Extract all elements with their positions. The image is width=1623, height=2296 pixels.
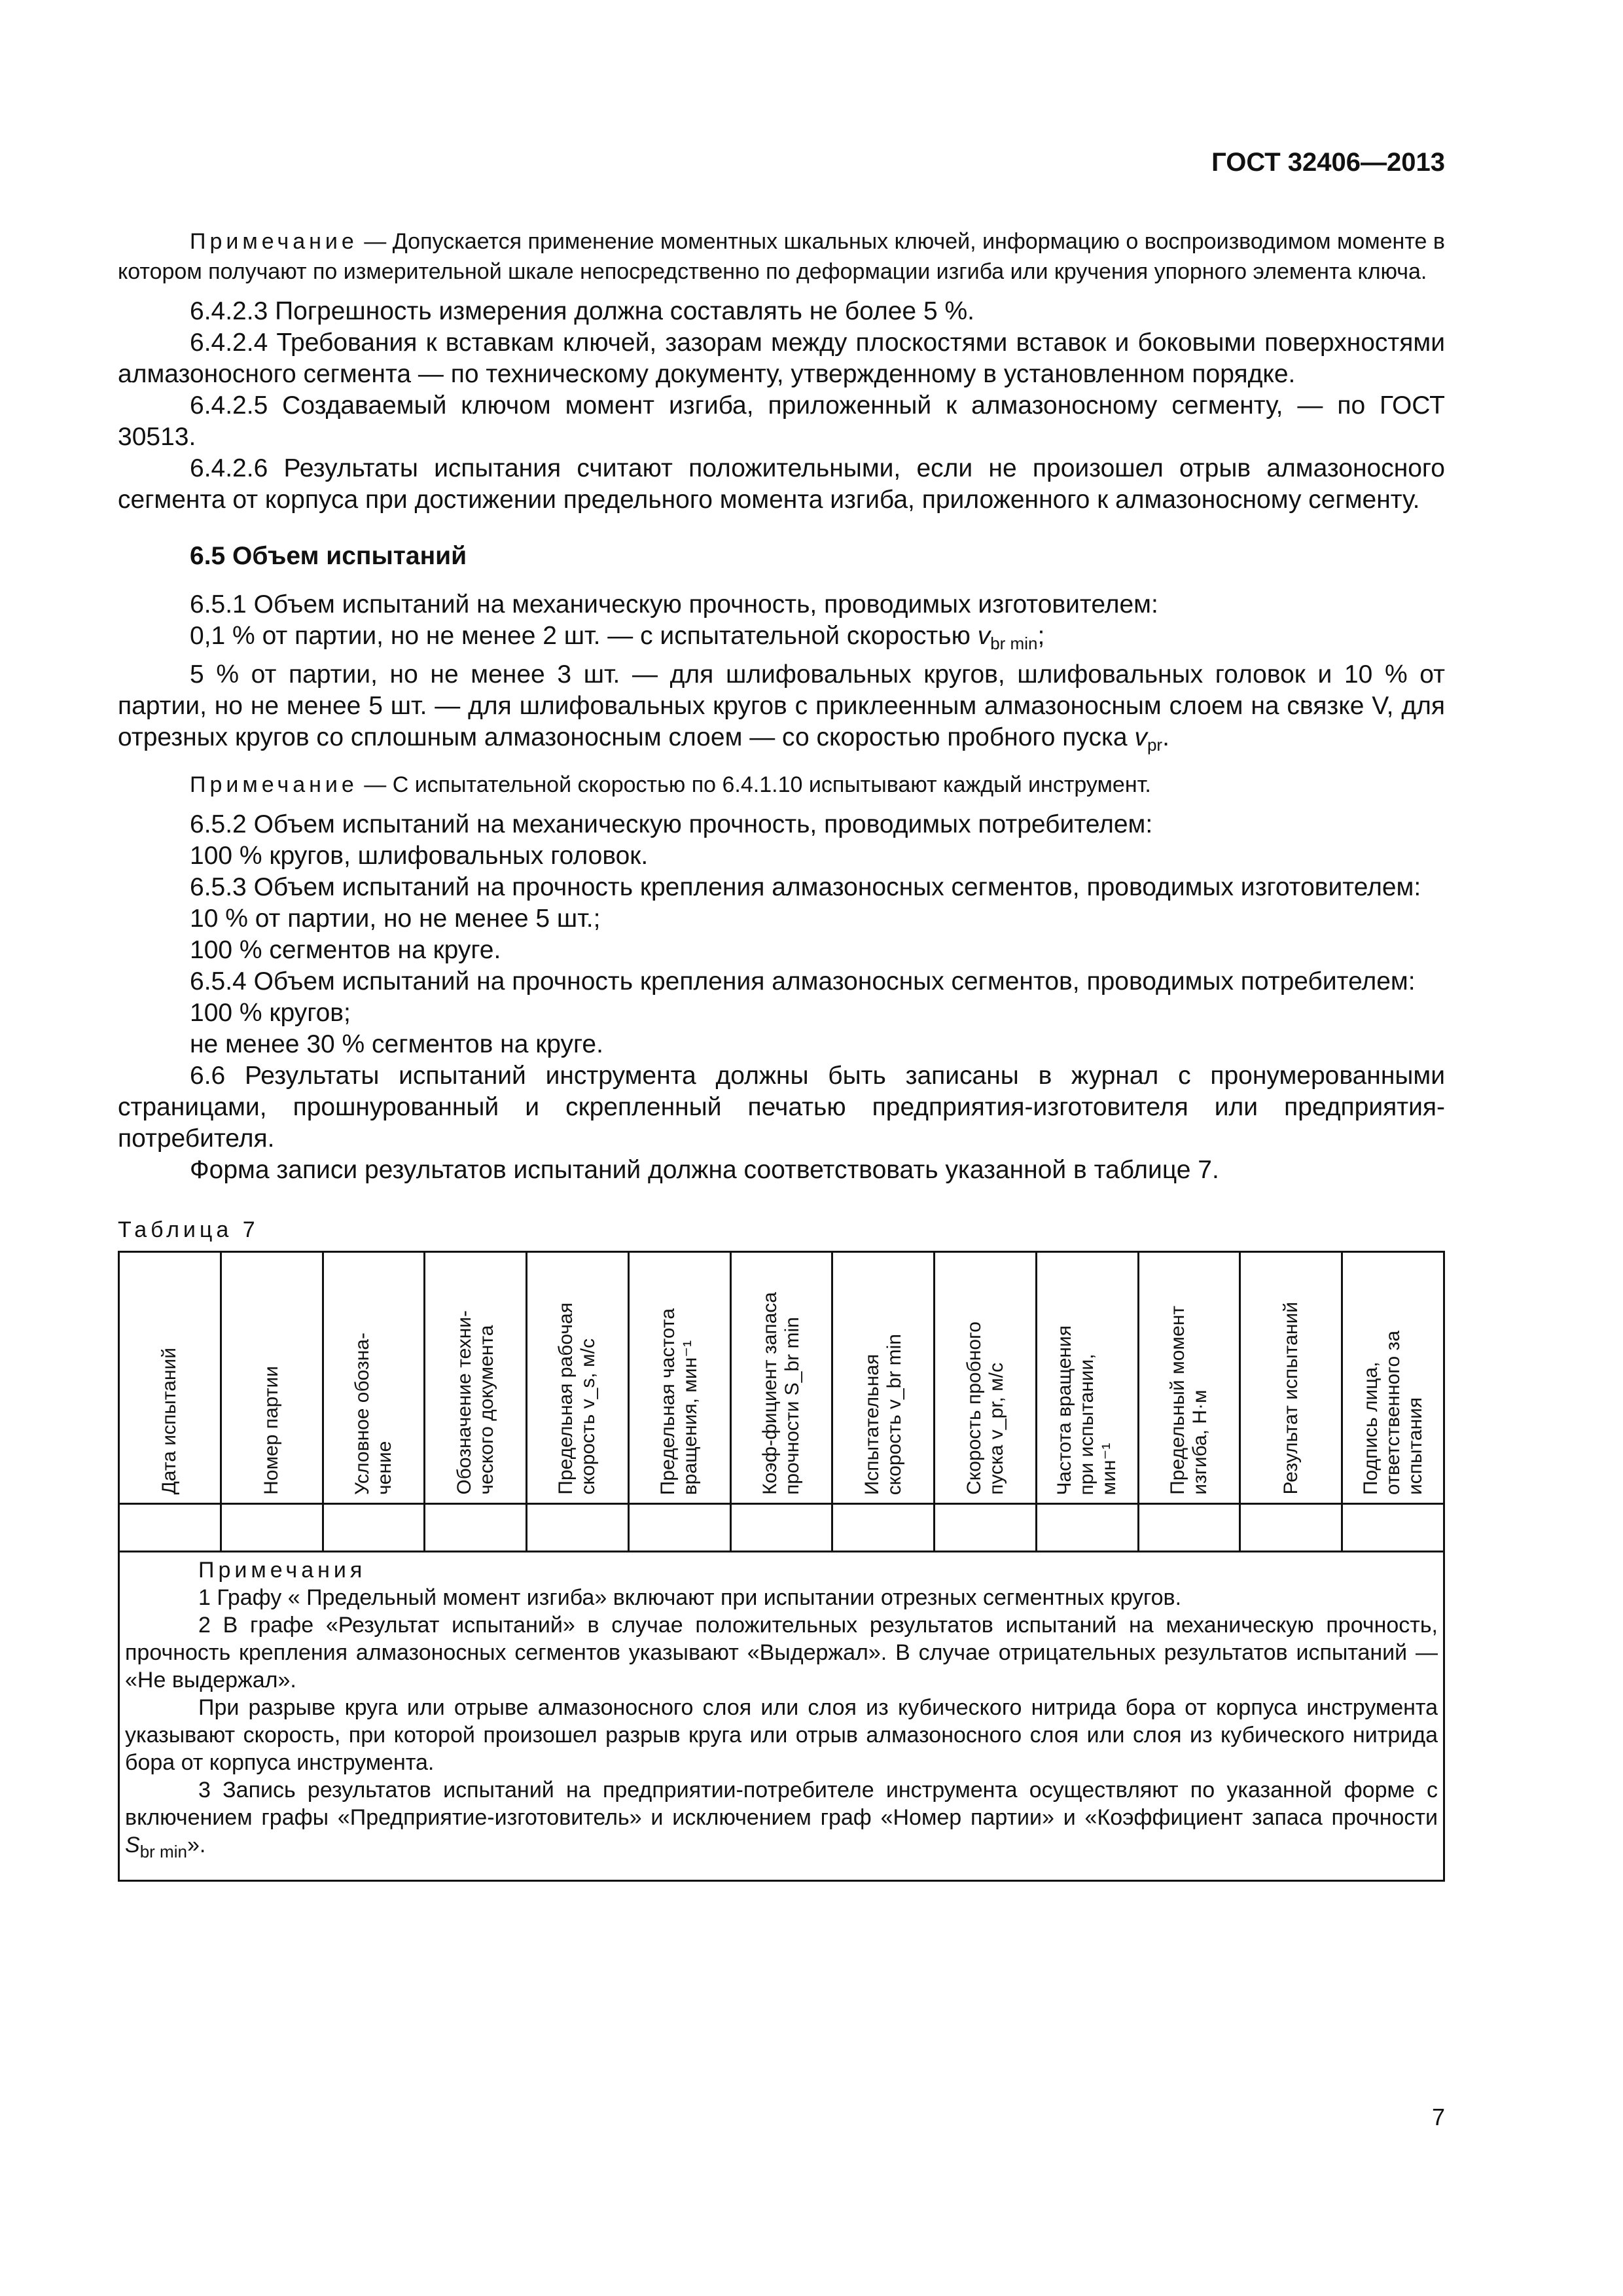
para-6-6: 6.6 Результаты испытаний инструмента должны быть записаны в журнал с пронумерованными страницами, прошнурованный и скрепленный печатью предприятия-изготовителя или предприятия-потребителя. <box>118 1062 1445 1153</box>
table-note-3 <box>125 1776 1438 1865</box>
para-6-4-2-4: 6.4.2.4 Требования к вставкам ключей, зазорам между плоскостями вставок и боковыми поверхностями алмазоносного сегмента — по техническому документу, утвержденному в установленном порядке. <box>118 329 1445 388</box>
column-header-text: Обозначение техни- ческого документа <box>453 1310 497 1495</box>
table-note-2: 2 В графе «Результат испытаний» в случае положительных результатов испытаний на механическую прочность, прочность крепления алмазоносных сегментов указывают «Выдержал». В случае отрицательных результатов испытаний — «Не выдержал». <box>125 1613 1438 1693</box>
column-header-text: Частота вращения при испытании, мин⁻¹ <box>1054 1325 1120 1495</box>
table-note-3-end: ». <box>187 1833 206 1857</box>
para-6-5-2: 6.5.2 Объем испытаний на механическую прочность, проводимых потребителем: <box>190 810 1153 838</box>
page-number: 7 <box>1431 2104 1445 2130</box>
table-cell <box>628 1504 730 1552</box>
column-header <box>527 1252 629 1504</box>
column-header <box>628 1252 730 1504</box>
column-header <box>1036 1252 1138 1504</box>
column-header-text: Номер партии <box>260 1366 283 1495</box>
para-6-5-3-b: 100 % сегментов на круге. <box>190 936 501 964</box>
table-note-3-text: 3 Запись результатов испытаний на предприятии-потребителе инструмента осуществляют по указанной форме с включением графы «Предприятие-изготовитель» и исключением граф «Номер партии» и «Коэффициент запаса прочности <box>125 1778 1438 1830</box>
column-header-text: Предельная частота вращения, мин⁻¹ <box>657 1308 702 1495</box>
para-6-5-2-a: 100 % кругов, шлифовальных головок. <box>190 842 649 870</box>
para-6-5-4-a: 100 % кругов; <box>190 999 351 1027</box>
note-1-text: — Допускается применение моментных шкальных ключей, информацию о воспроизводимом моменте в котором получают по измерительной шкале непосредственно по деформации изгиба или кручения упорного элемента ключа. <box>118 229 1445 284</box>
para-6-5-3: 6.5.3 Объем испытаний на прочность крепления алмазоносных сегментов, проводимых изготовителем: <box>190 873 1421 901</box>
column-header <box>323 1252 425 1504</box>
section-heading-6-5: 6.5 Объем испытаний <box>190 542 467 570</box>
para-6-4-2-5: 6.4.2.5 Создаваемый ключом момент изгиба, приложенный к алмазоносному сегменту, — по ГОСТ 30513. <box>118 391 1445 451</box>
column-header <box>119 1252 221 1504</box>
column-header <box>1342 1252 1444 1504</box>
symbol-subscript: pr <box>1147 735 1163 755</box>
column-header <box>832 1252 935 1504</box>
symbol-v: v <box>977 622 991 650</box>
para-6-5-1-b <box>118 659 1445 761</box>
column-header <box>935 1252 1037 1504</box>
table-cell <box>1138 1504 1240 1552</box>
column-header-text: Подпись лица, ответственного за испытания <box>1359 1330 1426 1495</box>
symbol-s: S <box>125 1833 140 1857</box>
note-2 <box>118 770 1445 800</box>
column-header-text: Дата испытаний <box>158 1348 181 1495</box>
para-6-5-1-b-text: 5 % от партии, но не менее 3 шт. — для шлифовальных кругов, шлифовальных головок и 10 % от партии, но не менее 5 шт. — для шлифовальных кругов с приклеенным алмазоносным слоем на связке V, для отрезных кругов со сплошным алмазоносным слоем — со скоростью пробного пуска <box>118 660 1445 751</box>
column-header <box>730 1252 832 1504</box>
table-note-1: 1 Графу « Предельный момент изгиба» включают при испытании отрезных сегментных кругов. <box>198 1585 1182 1610</box>
symbol-v: v <box>1134 723 1147 751</box>
symbol-subscript: br min <box>990 634 1038 653</box>
para-6-5-4-b: не менее 30 % сегментов на круге. <box>190 1030 603 1058</box>
page-body <box>118 226 1445 1882</box>
para-6-5-1: 6.5.1 Объем испытаний на механическую прочность, проводимых изготовителем: <box>190 590 1158 619</box>
notes-title: Примечания <box>198 1558 366 1583</box>
table-cell <box>935 1504 1037 1552</box>
para-6-5-1-b-end: . <box>1162 723 1169 751</box>
table-row <box>119 1504 1444 1552</box>
column-header <box>425 1252 527 1504</box>
column-header-text: Предельный момент изгиба, Н·м <box>1167 1306 1211 1495</box>
table-cell <box>119 1504 221 1552</box>
column-header-text: Коэф-фициент запаса прочности S_br min <box>758 1292 803 1495</box>
column-header-text: Условное обозна- чение <box>351 1333 395 1495</box>
note-2-text: — С испытательной скоростью по 6.4.1.10 испытывают каждый инструмент. <box>357 772 1151 797</box>
column-header-text: Испытательная скорость v_br min <box>861 1333 905 1495</box>
table-cell <box>832 1504 935 1552</box>
para-6-5-4: 6.5.4 Объем испытаний на прочность крепления алмазоносных сегментов, проводимых потребителем: <box>190 967 1416 996</box>
table-cell <box>1240 1504 1342 1552</box>
table-cell <box>1342 1504 1444 1552</box>
para-6-5-1-a-text: 0,1 % от партии, но не менее 2 шт. — с испытательной скоростью <box>190 622 978 650</box>
column-header <box>221 1252 323 1504</box>
table-notes <box>119 1552 1444 1881</box>
para-6-6-a: Форма записи результатов испытаний должна соответствовать указанной в таблице 7. <box>190 1156 1219 1184</box>
symbol-subscript: br min <box>139 1842 187 1861</box>
column-header <box>1240 1252 1342 1504</box>
table-cell <box>323 1504 425 1552</box>
table-cell <box>221 1504 323 1552</box>
column-header <box>1138 1252 1240 1504</box>
table-note-2b: При разрыве круга или отрыве алмазоносного слоя или слоя из кубического нитрида бора от корпуса инструмента указывают скорость, при которой произошел разрыв круга или отрыв алмазоносного слоя или слоя из кубического нитрида бора от корпуса инструмента. <box>125 1695 1438 1775</box>
table-cell <box>1036 1504 1138 1552</box>
note-1-label: Примечание <box>190 229 358 254</box>
table-notes-row <box>119 1552 1444 1881</box>
para-6-5-1-a-end: ; <box>1037 622 1045 650</box>
results-table <box>118 1251 1445 1882</box>
note-1 <box>118 226 1445 287</box>
para-6-4-2-3: 6.4.2.3 Погрешность измерения должна составлять не более 5 %. <box>190 297 974 325</box>
document-id: ГОСТ 32406—2013 <box>1211 148 1445 177</box>
para-6-5-3-a: 10 % от партии, но не менее 5 шт.; <box>190 905 601 933</box>
table-cell <box>730 1504 832 1552</box>
column-header-text: Предельная рабочая скорость v_s, м/с <box>555 1302 599 1495</box>
table-cell <box>527 1504 629 1552</box>
table-caption: Таблица 7 <box>118 1217 259 1242</box>
para-6-4-2-6: 6.4.2.6 Результаты испытания считают положительными, если не произошел отрыв алмазоносного сегмента от корпуса при достижении предельного момента изгиба, приложенного к алмазоносному сегменту. <box>118 454 1445 514</box>
note-2-label: Примечание <box>190 772 358 797</box>
column-header-text: Результат испытаний <box>1279 1302 1302 1495</box>
column-header-text: Скорость пробного пуска v_pr, м/с <box>963 1321 1007 1495</box>
table-header-row <box>119 1252 1444 1504</box>
table-cell <box>425 1504 527 1552</box>
para-6-5-1-a <box>118 620 1445 659</box>
